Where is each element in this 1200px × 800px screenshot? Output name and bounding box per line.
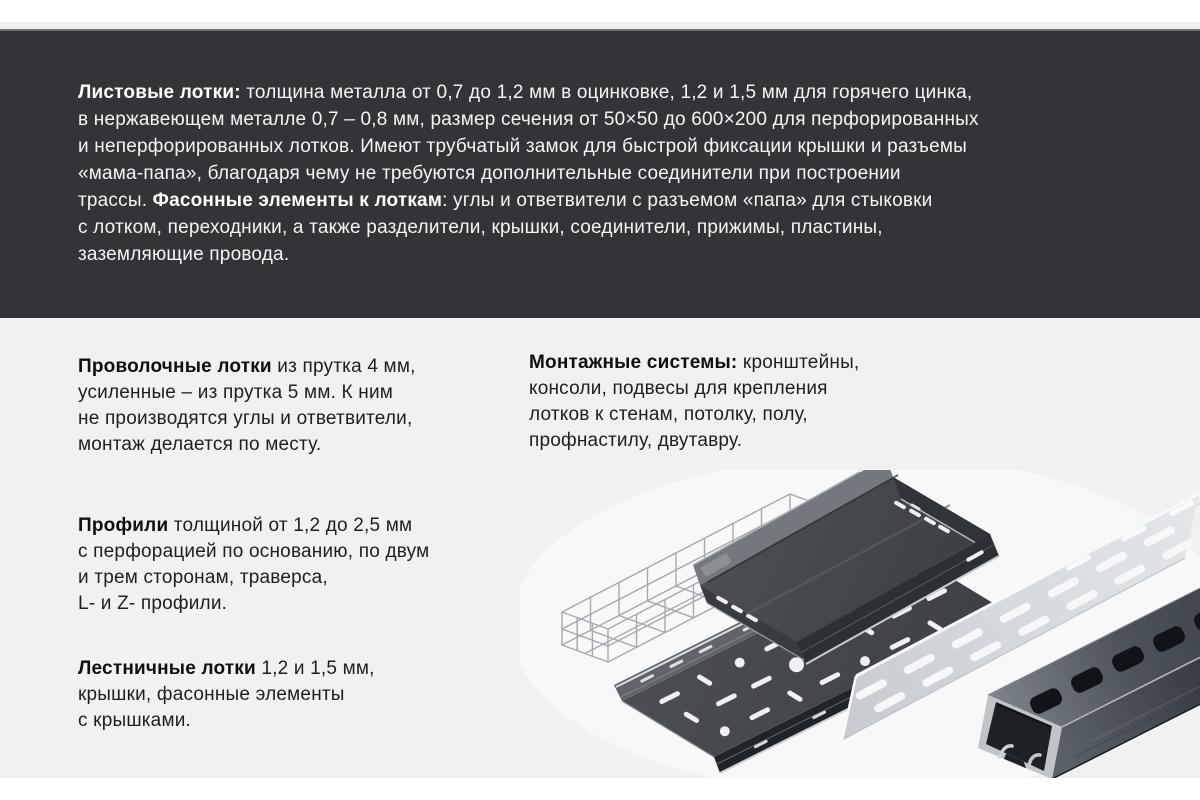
section-profiles: Профили толщиной от 1,2 до 2,5 мм с перфорацией по основанию, по двум и трем сторонам, траверса, L- и Z- профили. — [78, 515, 430, 614]
bottom-white-bar — [0, 778, 1200, 800]
hero-section — [0, 29, 1200, 318]
section-mounting-systems: Монтажные системы: кронштейны, консоли, подвесы для крепления лотков к стенам, потолку, полу, профнастилу, двутавру. — [529, 352, 860, 451]
section-ladder-trays: Лестничные лотки 1,2 и 1,5 мм, крышки, фасонные элементы с крышками. — [78, 658, 375, 731]
hero-paragraph: Листовые лотки: толщина металла от 0,7 до 1,2 мм в оцинковке, 1,2 и 1,5 мм для горячего цинка, в нержавеющем металле 0,7 – 0,8 мм, размер сечения от 50×50 до 600×200 для перфорированных и неперфорированных лотков. Имеют трубчатый замок для быстрой фиксации крышки и разъемы «мама-папа», благодаря чему не требуются дополнительные соединители при построении трассы. Фасонные элементы к лоткам: углы и ответвители с разъемом «папа» для стыковки с лотком, переходники, а также разделители, крышки, соединители, прижимы, пластины, заземляющие провода. — [78, 82, 979, 265]
top-white-bar — [0, 0, 1200, 22]
section-wire-trays: Проволочные лотки из прутка 4 мм, усиленные – из прутка 5 мм. К ним не производятся углы и ответвители, монтаж делается по месту. — [78, 356, 416, 455]
products-illustration — [520, 470, 1200, 782]
